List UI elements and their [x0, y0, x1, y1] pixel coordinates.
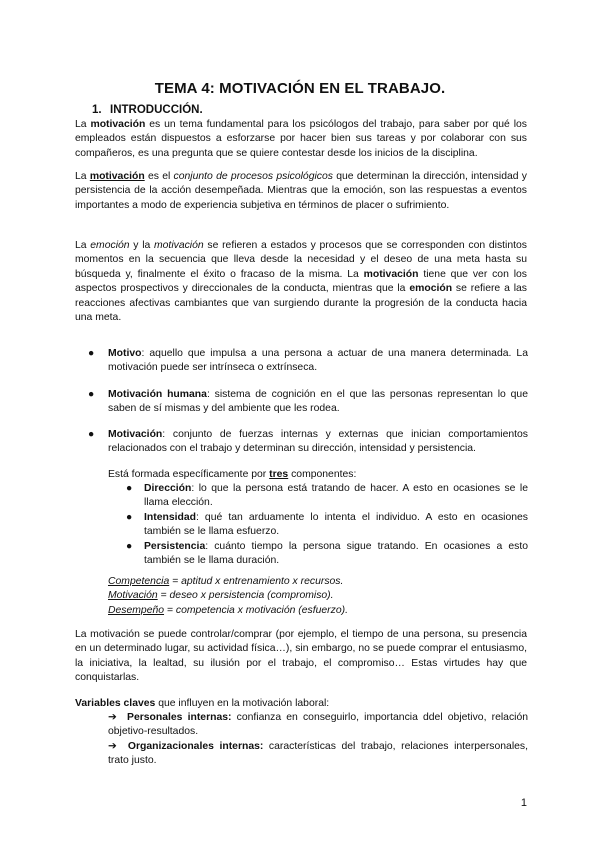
variables-intro: Variables claves que influyen en la motivación laboral:: [75, 698, 330, 709]
list-item: ➔ Organizacionales internas: características del trabajo, relaciones interpersonales, trato justo.: [108, 740, 528, 767]
section-label: INTRODUCCIÓN.: [110, 104, 203, 116]
list-item: ● Motivación: conjunto de fuerzas internas y externas que inician comportamientos relacionados con el trabajo y determinan su dirección, intensidad y persistencia.: [88, 429, 528, 455]
bullet-icon: ●: [126, 540, 133, 552]
formula-line: Motivación = deseo x persistencia (compromiso).: [108, 590, 334, 602]
bullet-icon: ●: [88, 389, 95, 400]
section-number: 1.: [92, 104, 102, 116]
list-item: ● Intensidad: qué tan arduamente lo intenta el individuo. A esto en ocasiones también se le llama esfuerzo.: [126, 511, 528, 538]
paragraph-emotion: La emoción y la motivación se refieren a estados y procesos que se corresponden con distintos momentos en la secuencia que lleva desde la necesidad y el deseo de una meta hasta su búsqueda y, finalmente el éxito o fracaso de la misma. La motivación tiene que ver con los aspectos prospectivos y direccionales de la conducta, mientras que la emoción se refiere a las reacciones afectivas cambiantes que van surgiendo durante la progresión de la conducta hacia una meta.: [75, 240, 527, 324]
arrow-right-icon: ➔: [108, 740, 117, 752]
definition-list: [88, 347, 528, 376]
list-item: ● Motivación humana: sistema de cognición en el que las personas representan lo que saben de sí mismas y del ambiente que les rodea.: [88, 389, 528, 415]
list-item: ● Motivo: aquello que impulsa a una persona a actuar de una manera determinada. La motivación puede ser intrínseca o extrínseca.: [88, 348, 528, 374]
section-heading: [92, 104, 203, 116]
arrow-right-icon: ➔: [108, 712, 117, 723]
list-item: ● Dirección: lo que la persona está tratando de hacer. A esto en ocasiones se le llama elección.: [126, 483, 528, 509]
variables-list: [108, 711, 528, 769]
formulas: [108, 575, 528, 618]
bullet-icon: ●: [126, 511, 133, 523]
paragraph-definition: La motivación es el conjunto de procesos psicológicos que determinan la dirección, intensidad y persistencia de la acción desempeñada. Mientras que la emoción, son las respuestas a eventos importantes a modo de experiencia subjetiva en términos de placer o sufrimiento.: [75, 171, 527, 211]
formula-line: Desempeño = competencia x motivación (esfuerzo).: [108, 604, 348, 616]
paragraph-intro: La motivación es un tema fundamental para los psicólogos del trabajo, para saber por qué los empleados están dispuestos a esforzarse por hacer bien sus tareas y por colaborar con sus compañeros, es una pregunta que se quiere contestar desde los inicios de la disciplina.: [75, 119, 527, 159]
bullet-icon: ●: [88, 429, 95, 440]
page-title: TEMA 4: MOTIVACIÓN EN EL TRABAJO.: [154, 80, 446, 97]
components-intro: Está formada específicamente por tres componentes:: [108, 469, 357, 480]
list-item: ➔ Personales internas: confianza en conseguirlo, importancia ddel objetivo, relación objetivo-resultados.: [108, 712, 529, 738]
bullet-icon: ●: [126, 483, 133, 494]
paragraph-control: La motivación se puede controlar/comprar (por ejemplo, el tiempo de una persona, su presencia en un determinado lugar, su actividad física…), sin embargo, no se puede comprar el entusiasmo, la iniciativa, la lealtad, su ilusión por el trabajo, el compromiso… Estas virtudes hay que conquistarlas.: [75, 629, 527, 684]
formula-line: Competencia = aptitud x entrenamiento x recursos.: [108, 576, 344, 587]
list-item: ● Persistencia: cuánto tiempo la persona sigue tratando. En ocasiones a esto también se le llama duración.: [126, 540, 528, 567]
components-list: [126, 482, 528, 568]
bullet-icon: ●: [88, 348, 95, 359]
page-number: 1: [520, 797, 527, 809]
